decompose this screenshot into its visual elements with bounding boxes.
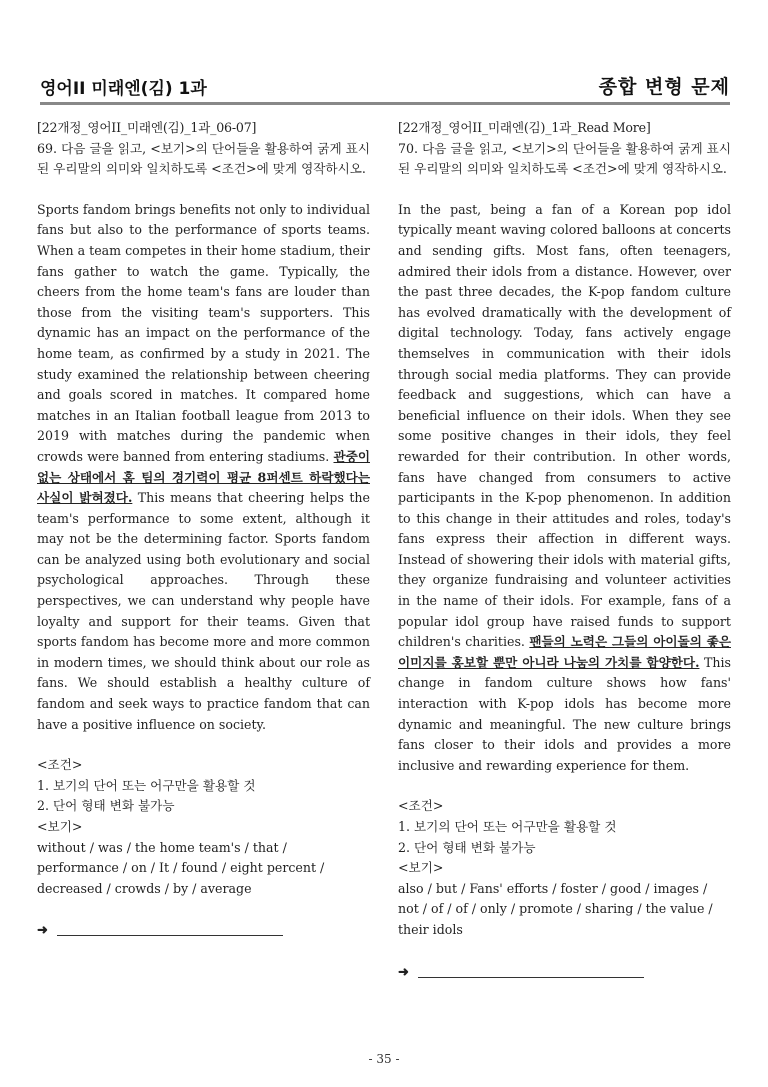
question-69-prompt: 69. 다음 글을 읽고, <보기>의 단어들을 활용하여 굵게 표시된 우리말의 의미와 일치하도록 <조건>에 맞게 영작하시오. [37, 140, 370, 177]
conditions-label: <조건> [398, 798, 444, 814]
arrow-icon: ➜ [398, 964, 409, 980]
question-69-answer-area[interactable] [37, 921, 370, 943]
conditions-label: <조건> [37, 757, 83, 773]
passage-highlight: 팬들의 노력은 그들의 아이돌의 좋은 이미지를 홍보할 뿐만 아니라 나눔의 가치를 함양한다. [398, 634, 731, 670]
header-title-left: 영어II 미래엔(김) 1과 [40, 79, 207, 99]
passage-text-before: Sports fandom brings benefits not only to individual fans but also to the performance of sports teams. When a team competes in their home stadium, their fans gather to watch the game. Typically, the cheers from the home team's fans are louder than those from the visiting team's supporters. This dynamic has an impact on the performance of the home team, as confirmed by a study in 2021. The study examined the relationship between cheering and goals scored in matches. It compared home matches in an Italian football league from 2013 to 2019 with matches during the pandemic when crowds were banned from entering stadiums. [37, 201, 370, 464]
question-70-answer-area[interactable] [398, 963, 731, 985]
header-title-right: 종합 변형 문제 [598, 76, 730, 98]
condition-item: 2. 단어 형태 변화 불가능 [37, 798, 175, 814]
question-70-conditions [398, 796, 731, 940]
question-69-conditions [37, 755, 370, 899]
condition-item: 1. 보기의 단어 또는 어구만을 활용할 것 [37, 777, 256, 793]
question-69-source: [22개정_영어II_미래엔(김)_1과_06-07] [37, 120, 257, 135]
page-header [40, 70, 730, 105]
question-69-column [37, 118, 370, 943]
passage-text-after: This change in fandom culture shows how fans' interaction with K-pop idols has become more dynamic and meaningful. The new culture brings fans closer to their idols and provides a more inclusive and rewarding experience for them. [398, 654, 731, 773]
page-number: - 35 - [368, 1052, 400, 1066]
answer-blank-line[interactable] [418, 977, 644, 978]
arrow-icon: ➜ [37, 923, 48, 939]
bogi-words: also / but / Fans' efforts / foster / good / images / not / of / of / only / promote / sharing / the value / their idols [398, 880, 713, 937]
question-70-passage [398, 200, 731, 777]
passage-text-before: In the past, being a fan of a Korean pop idol typically meant waving colored balloons at concerts and sending gifts. Most fans, often teenagers, admired their idols from a distance. However, over the past three decades, the K-pop fandom culture has evolved dramatically with the development of digital technology. Today, fans actively engage themselves in communication with their idols through social media platforms. They can provide feedback and suggestions, which can have a beneficial influence on their idols. When they see some positive changes in their idols, they feel rewarded for their contribution. In other words, fans have changed from consumers to active participants in the K-pop phenomenon. In addition to this change in their attitudes and roles, today's fans express their affection in different ways. Instead of showering their idols with material gifts, they organize fundraising and volunteer activities in the name of their idols. For example, fans of a popular idol group have raised funds to support children's charities. [398, 201, 731, 650]
question-70-prompt: 70. 다음 글을 읽고, <보기>의 단어들을 활용하여 굵게 표시된 우리말의 의미와 일치하도록 <조건>에 맞게 영작하시오. [398, 140, 731, 177]
passage-text-after: This means that cheering helps the team's performance to some extent, although it may not be the determining factor. Sports fandom can be analyzed using both evolutionary and social psychological approaches. Through these perspectives, we can understand why people have loyalty and support for their teams. Given that sports fandom has become more and more common in modern times, we should think about our role as fans. We should establish a healthy culture of fandom and seek ways to practice fandom that can have a positive influence on society. [37, 490, 370, 732]
question-69-passage [37, 200, 370, 735]
condition-item: 1. 보기의 단어 또는 어구만을 활용할 것 [398, 819, 617, 834]
answer-blank-line[interactable] [57, 935, 283, 936]
question-70-column [398, 118, 731, 985]
passage-highlight: 관중이 없는 상태에서 홈 팀의 경기력이 평균 8퍼센트 하락했다는 사실이 밝혀졌다. [37, 448, 370, 506]
bogi-label: <보기> [37, 819, 83, 834]
bogi-words: without / was / the home team's / that / performance / on / It / found / eight percent / decreased / crowds / by / average [37, 839, 325, 896]
question-70-source: [22개정_영어II_미래엔(김)_1과_Read More] [398, 120, 651, 135]
condition-item: 2. 단어 형태 변화 불가능 [398, 839, 536, 855]
bogi-label: <보기> [398, 860, 444, 876]
